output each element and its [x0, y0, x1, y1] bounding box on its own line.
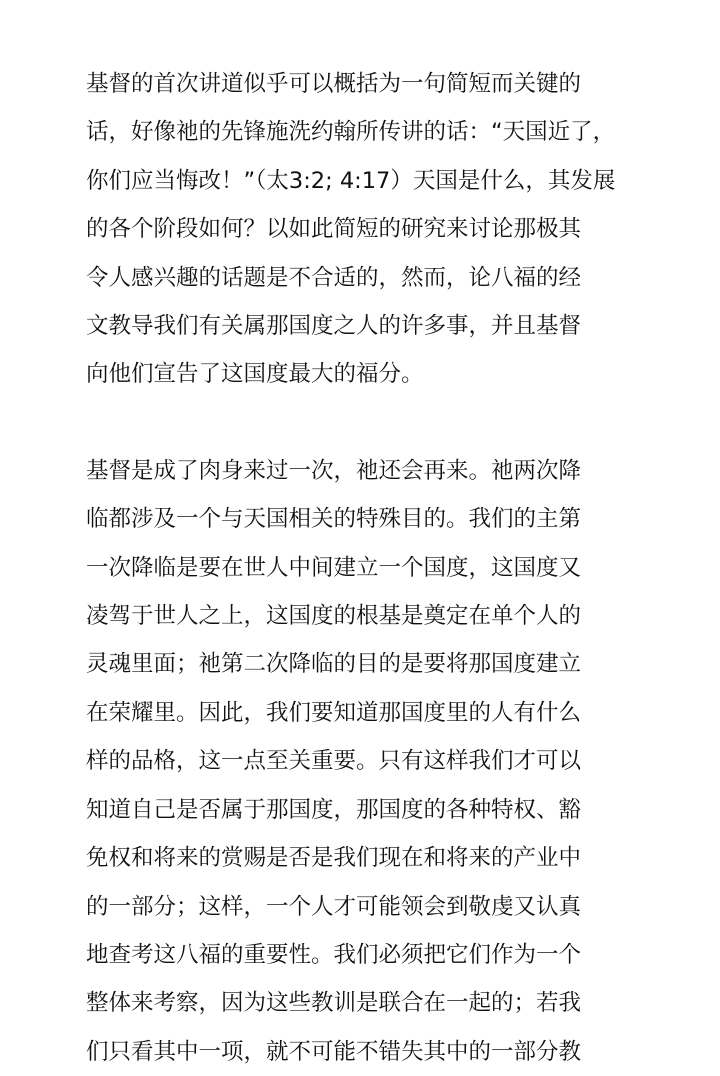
text-line: 文教导我们有关属那国度之人的许多事，并且基督	[86, 313, 582, 340]
text-line: 你们应当悔改！”（太3:2; 4:17）天国是什么，其发展	[86, 167, 616, 194]
text-line: 凌驾于世人之上，这国度的根基是奠定在单个人的	[86, 603, 582, 630]
text-line: 灵魂里面；祂第二次降临的目的是要将那国度建立	[86, 651, 582, 678]
text-line: 向他们宣告了这国度最大的福分。	[86, 361, 424, 388]
text-line: 的一部分；这样，一个人才可能领会到敬虔又认真	[86, 893, 582, 920]
text-line: 们只看其中一项，就不可能不错失其中的一部分教	[86, 1038, 582, 1065]
text-line: 整体来考察，因为这些教训是联合在一起的；若我	[86, 990, 582, 1017]
text-line: 知道自己是否属于那国度，那国度的各种特权、豁	[86, 796, 582, 823]
document-page	[86, 60, 646, 1076]
text-line: 的各个阶段如何？以如此简短的研究来讨论那极其	[86, 216, 582, 243]
text-line: 临都涉及一个与天国相关的特殊目的。我们的主第	[86, 506, 582, 533]
paragraph-2	[86, 447, 646, 1076]
text-line: 话，好像祂的先锋施洗约翰所传讲的话：“天国近了，	[86, 119, 616, 146]
text-line: 样的品格，这一点至关重要。只有这样我们才可以	[86, 748, 582, 775]
text-line: 基督是成了肉身来过一次，祂还会再来。祂两次降	[86, 457, 582, 484]
text-line: 基督的首次讲道似乎可以概括为一句简短而关键的	[86, 71, 582, 97]
text-line: 一次降临是要在世人中间建立一个国度，这国度又	[86, 554, 582, 581]
paragraph-1	[86, 60, 646, 399]
text-line: 免权和将来的赏赐是否是我们现在和将来的产业中	[86, 845, 582, 872]
text-line: 令人感兴趣的话题是不合适的，然而，论八福的经	[86, 264, 582, 291]
text-line: 地查考这八福的重要性。我们必须把它们作为一个	[86, 941, 582, 968]
text-line: 在荣耀里。因此，我们要知道那国度里的人有什么	[86, 699, 582, 726]
